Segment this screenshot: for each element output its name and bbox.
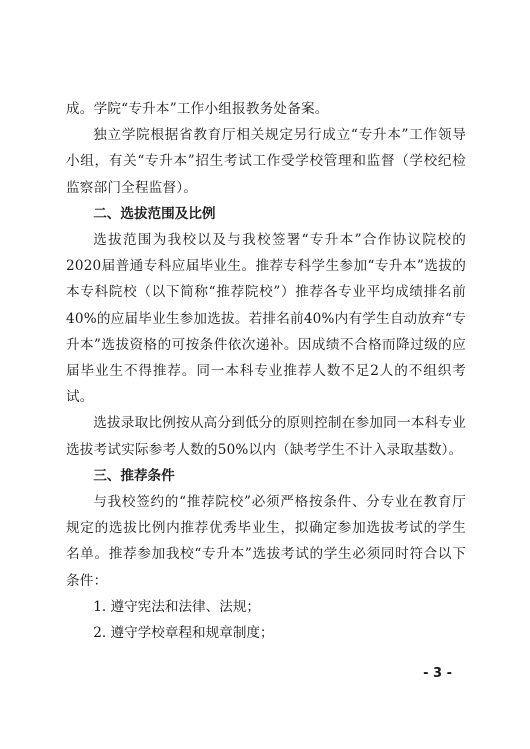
list-item-condition-1: 1. 遵守宪法和法律、法规； [93,598,261,615]
paragraph-leadership-group: 独立学院根据省教育厅相关规定另行成立“专升本”工作领导小组，有关“专升本”招生考试工作受学校管理和监督（学校纪检监察部门全程监督）。 [66,127,466,196]
paragraph-selection-scope: 选拔范围为我校以及与我校签署“专升本”合作协议院校的2020届普通专科应届毕业生。推荐专科学生参加“专升本”选拔的本专科院校（以下简称“推荐院校”）推荐各专业平均成绩排名前40%的应届毕业生参加选拔。若排名前40%内有学生自动放弃“专升本”选拔资格的可按条件依次递补。因成绩不合格而降过级的应届毕业生不得推荐。同一本科专业推荐人数不足2人的不组织考试。 [66,232,466,406]
paragraph-admission-ratio: 选拔录取比例按从高分到低分的原则控制在参加同一本科专业选拔考试实际参考人数的50%以内（缺考学生不计入录取基数）。 [66,415,466,458]
section-heading-scope: 二、选拔范围及比例 [93,205,216,222]
paragraph-recommendation: 与我校签约的“推荐院校”必须严格按条件、分专业在教育厅规定的选拔比例内推荐优秀毕业生，拟确定参加选拔考试的学生名单。推荐参加我校“专升本”选拔考试的学生必须同时符合以下条件： [66,494,466,589]
document-body [66,96,466,646]
section-heading-conditions: 三、推荐条件 [93,467,175,484]
paragraph-continuation: 成。学院“专升本”工作小组报教务处备案。 [66,101,329,117]
page-number: - 3 - [423,666,452,681]
list-item-condition-2: 2. 遵守学校章程和规章制度； [93,625,274,642]
